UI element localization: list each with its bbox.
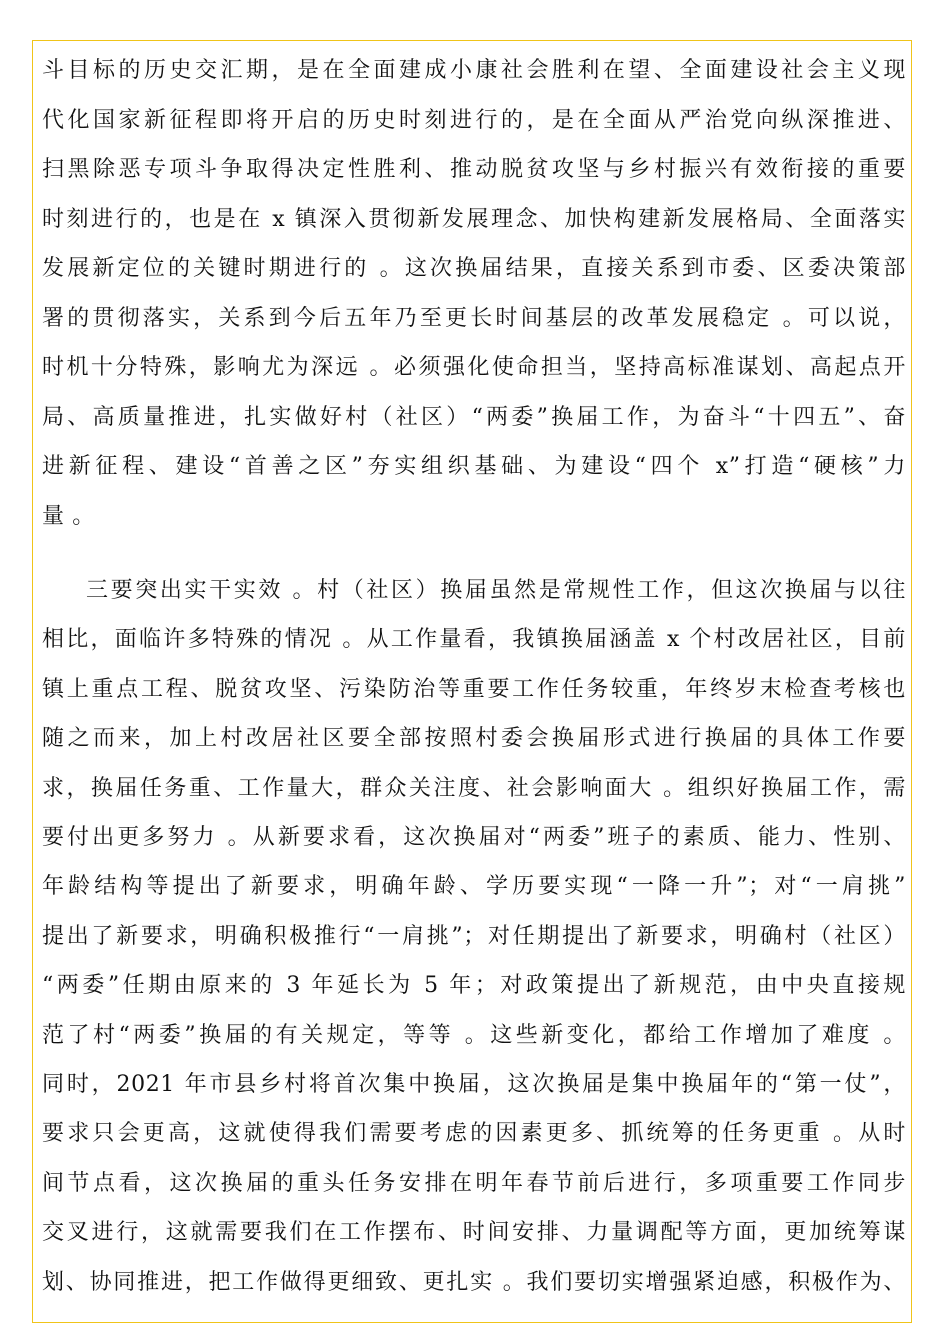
paragraph-line: 交叉进行，这就需要我们在工作摆布、时间安排、力量调配等方面，更加统筹谋 (42, 1220, 906, 1246)
paragraph-line: 范了村“两委”换届的有关规定，等等 。这些新变化，都给工作增加了难度 。 (42, 1022, 906, 1048)
paragraph-line: 局、高质量推进，扎实做好村（社区）“两委”换届工作，为奋斗“十四五”、奋 (42, 404, 906, 430)
paragraph-line: 扫黑除恶专项斗争取得决定性胜利、推动脱贫攻坚与乡村振兴有效衔接的重要 (42, 157, 906, 182)
paragraph-1 (42, 46, 906, 541)
paragraph-line: 提出了新要求，明确积极推行“一肩挑”；对任期提出了新要求，明确村（社区） (42, 923, 906, 949)
paragraph-line: 相比，面临许多特殊的情况 。从工作量看，我镇换届涵盖 x 个村改居社区，目前 (42, 627, 906, 653)
paragraph-2 (42, 566, 906, 1307)
paragraph-line: 要求只会更高，这就使得我们需要考虑的因素更多、抓统筹的任务更重 。从时 (42, 1121, 906, 1147)
paragraph-line: 署的贯彻落实，关系到今后五年乃至更长时间基层的改革发展稳定 。可以说， (42, 305, 906, 331)
paragraph-line: 求，换届任务重、工作量大，群众关注度、社会影响面大 。组织好换届工作，需 (42, 775, 906, 801)
paragraph-line: 随之而来，加上村改居社区要全部按照村委会换届形式进行换届的具体工作要 (42, 726, 906, 752)
paragraph-line: 代化国家新征程即将开启的历史时刻进行的，是在全面从严治党向纵深推进、 (42, 107, 906, 133)
paragraph-line: 时刻进行的，也是在 x 镇深入贯彻新发展理念、加快构建新发展格局、全面落实 (42, 206, 906, 232)
paragraph-line: 划、协同推进，把工作做得更细致、更扎实 。我们要切实增强紧迫感，积极作为、 (42, 1269, 906, 1295)
paragraph-line: 时机十分特殊，影响尤为深远 。必须强化使命担当，坚持高标准谋划、高起点开 (42, 355, 906, 380)
paragraph-line: “两委”任期由原来的 3 年延长为 5 年；对政策提出了新规范，由中央直接规 (42, 973, 906, 999)
paragraph-line: 同时，2021 年市县乡村将首次集中换届，这次换届是集中换届年的“第一仗”， (42, 1072, 906, 1098)
paragraph-line: 发展新定位的关键时期进行的 。这次换届结果，直接关系到市委、区委决策部 (42, 256, 906, 281)
paragraph-line: 年龄结构等提出了新要求，明确年龄、学历要实现“一降一升”；对“一肩挑” (42, 874, 906, 900)
paragraph-line: 要付出更多努力 。从新要求看，这次换届对“两委”班子的素质、能力、性别、 (42, 825, 906, 851)
paragraph-line: 间节点看，这次换届的重头任务安排在明年春节前后进行，多项重要工作同步 (42, 1170, 906, 1196)
paragraph-line: 三要突出实干实效 。村（社区）换届虽然是常规性工作，但这次换届与以往 (86, 578, 906, 603)
paragraph-line: 进新征程、建设“首善之区”夯实组织基础、为建设“四个 x”打造“硬核”力 (42, 454, 906, 479)
paragraph-line: 镇上重点工程、脱贫攻坚、污染防治等重要工作任务较重，年终岁末检查考核也 (42, 676, 906, 702)
paragraph-line: 斗目标的历史交汇期，是在全面建成小康社会胜利在望、全面建设社会主义现 (42, 58, 906, 83)
paragraph-line: 量 。 (42, 503, 95, 529)
